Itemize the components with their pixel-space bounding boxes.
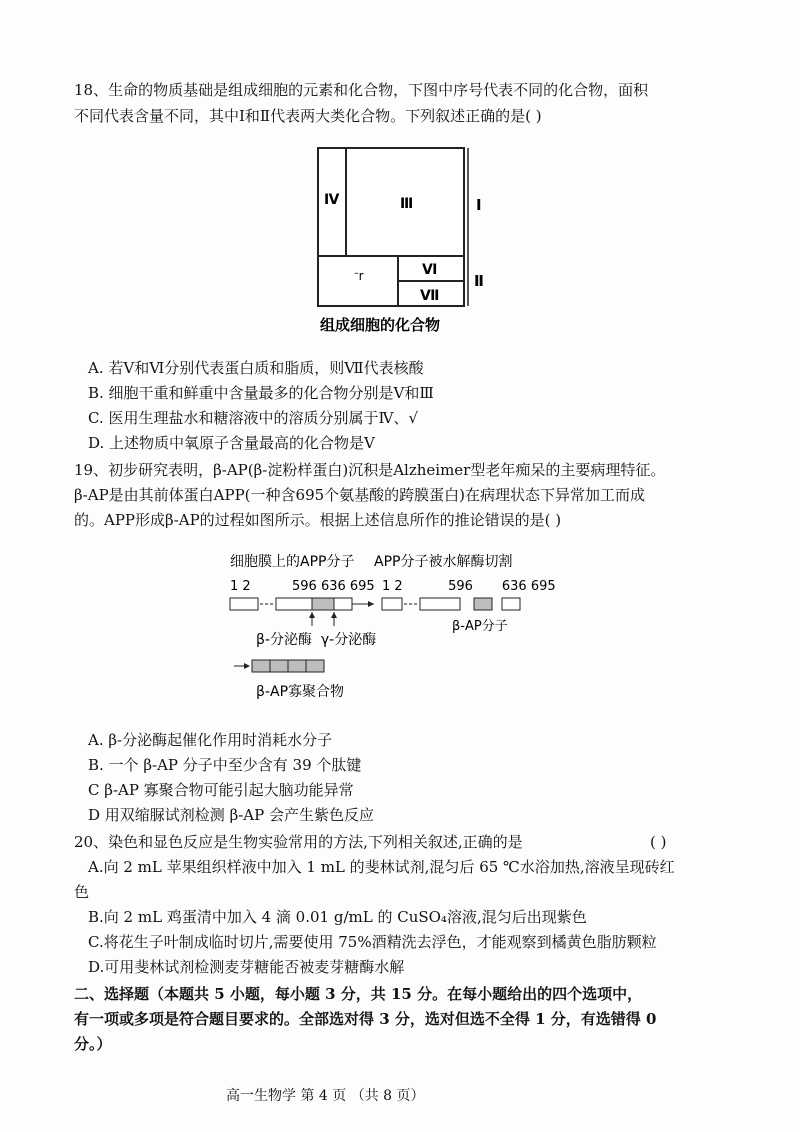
q19-stem-line3: 的。APP形成β-AP的过程如图所示。根据上述信息所作的推论错误的是( ) [74, 511, 562, 529]
beta-ap-product-label: β-AP分子 [452, 619, 508, 634]
enzyme-label: β-分泌酶 γ-分泌酶 [256, 632, 377, 648]
section2-line3: 分。） [74, 1035, 112, 1053]
q20-stem: 20、染色和显色反应是生物实验常用的方法,下列相关叙述,正确的是 [74, 833, 523, 851]
label-vii: Ⅶ [420, 288, 440, 304]
q18-stem-line2: 不同代表含量不同，其中Ⅰ和Ⅱ代表两大类化合物。下列叙述正确的是( ) [74, 107, 542, 125]
label-iii: Ⅲ [400, 196, 414, 212]
q18-option-d: D. 上述物质中氧原子含量最高的化合物是Ⅴ [88, 434, 375, 452]
label-iv: Ⅳ [324, 192, 340, 208]
q19-option-c: C β-AP 寡聚合物可能引起大脑功能异常 [88, 781, 354, 799]
diagram-caption: 组成细胞的化合物 [320, 316, 441, 334]
q20-answer-paren: ( ) [650, 833, 667, 851]
q20-option-d: D.可用斐林试剂检测麦芽糖能否被麦芽糖酶水解 [88, 958, 405, 976]
q20-option-a: A.向 2 mL 苹果组织样液中加入 1 mL 的斐林试剂,混匀后 65 ℃水浴加热,溶液呈现砖红 [88, 858, 675, 876]
q18-option-c: C. 医用生理盐水和糖溶液中的溶质分别属于Ⅳ、√ [88, 409, 419, 427]
aggregate-label: β-AP寡聚合物 [256, 684, 345, 700]
app-nums-left: 1 2 596 636 695 [230, 579, 375, 594]
q18-option-a: A. 若Ⅴ和Ⅵ分别代表蛋白质和脂质，则Ⅶ代表核酸 [88, 359, 424, 377]
label-v: ᐨr [354, 269, 364, 283]
page-footer: 高一生物学 第 4 页 （共 8 页） [226, 1088, 425, 1104]
app-title-right: APP分子被水解酶切割 [374, 554, 513, 570]
q19-stem-line1: 19、初步研究表明，β-AP(β-淀粉样蛋白)沉积是Alzheimer型老年痴呆的主要病理特征。 [74, 461, 666, 479]
q19-app-diagram [226, 550, 566, 710]
q20-option-b: B.向 2 mL 鸡蛋清中加入 4 滴 0.01 g/mL 的 CuSO₄溶液,混匀后出现紫色 [88, 908, 587, 926]
label-vi: Ⅵ [422, 262, 438, 278]
q20-option-a-cont: 色 [74, 883, 90, 901]
q18-stem-line1: 18、生命的物质基础是组成细胞的元素和化合物，下图中序号代表不同的化合物，面积 [74, 81, 649, 99]
q19-option-a: A. β-分泌酶起催化作用时消耗水分子 [88, 731, 333, 749]
app-nums-right: 1 2 596 636 695 [382, 579, 556, 594]
label-ii: Ⅱ [474, 272, 484, 290]
app-title-left: 细胞膜上的APP分子 [230, 554, 355, 570]
section2-line2: 有一项或多项是符合题目要求的。全部选对得 3 分，选对但选不全得 1 分，有选错得 0 [74, 1010, 657, 1028]
q18-compound-diagram [300, 140, 510, 340]
q19-option-d: D 用双缩脲试剂检测 β-AP 会产生紫色反应 [88, 806, 374, 824]
q20-option-c: C.将花生子叶制成临时切片,需要使用 75%酒精洗去浮色，才能观察到橘黄色脂肪颗粒 [88, 933, 657, 951]
q19-stem-line2: β-AP是由其前体蛋白APP(一种含695个氨基酸的跨膜蛋白)在病理状态下异常加工而成 [74, 486, 646, 504]
q18-option-b: B. 细胞干重和鲜重中含量最多的化合物分别是Ⅴ和Ⅲ [88, 384, 434, 402]
label-i: Ⅰ [476, 196, 482, 214]
q19-option-b: B. 一个 β-AP 分子中至少含有 39 个肽键 [88, 756, 362, 774]
section2-line1: 二、选择题（本题共 5 小题，每小题 3 分，共 15 分。在每小题给出的四个选项中， [74, 985, 643, 1003]
